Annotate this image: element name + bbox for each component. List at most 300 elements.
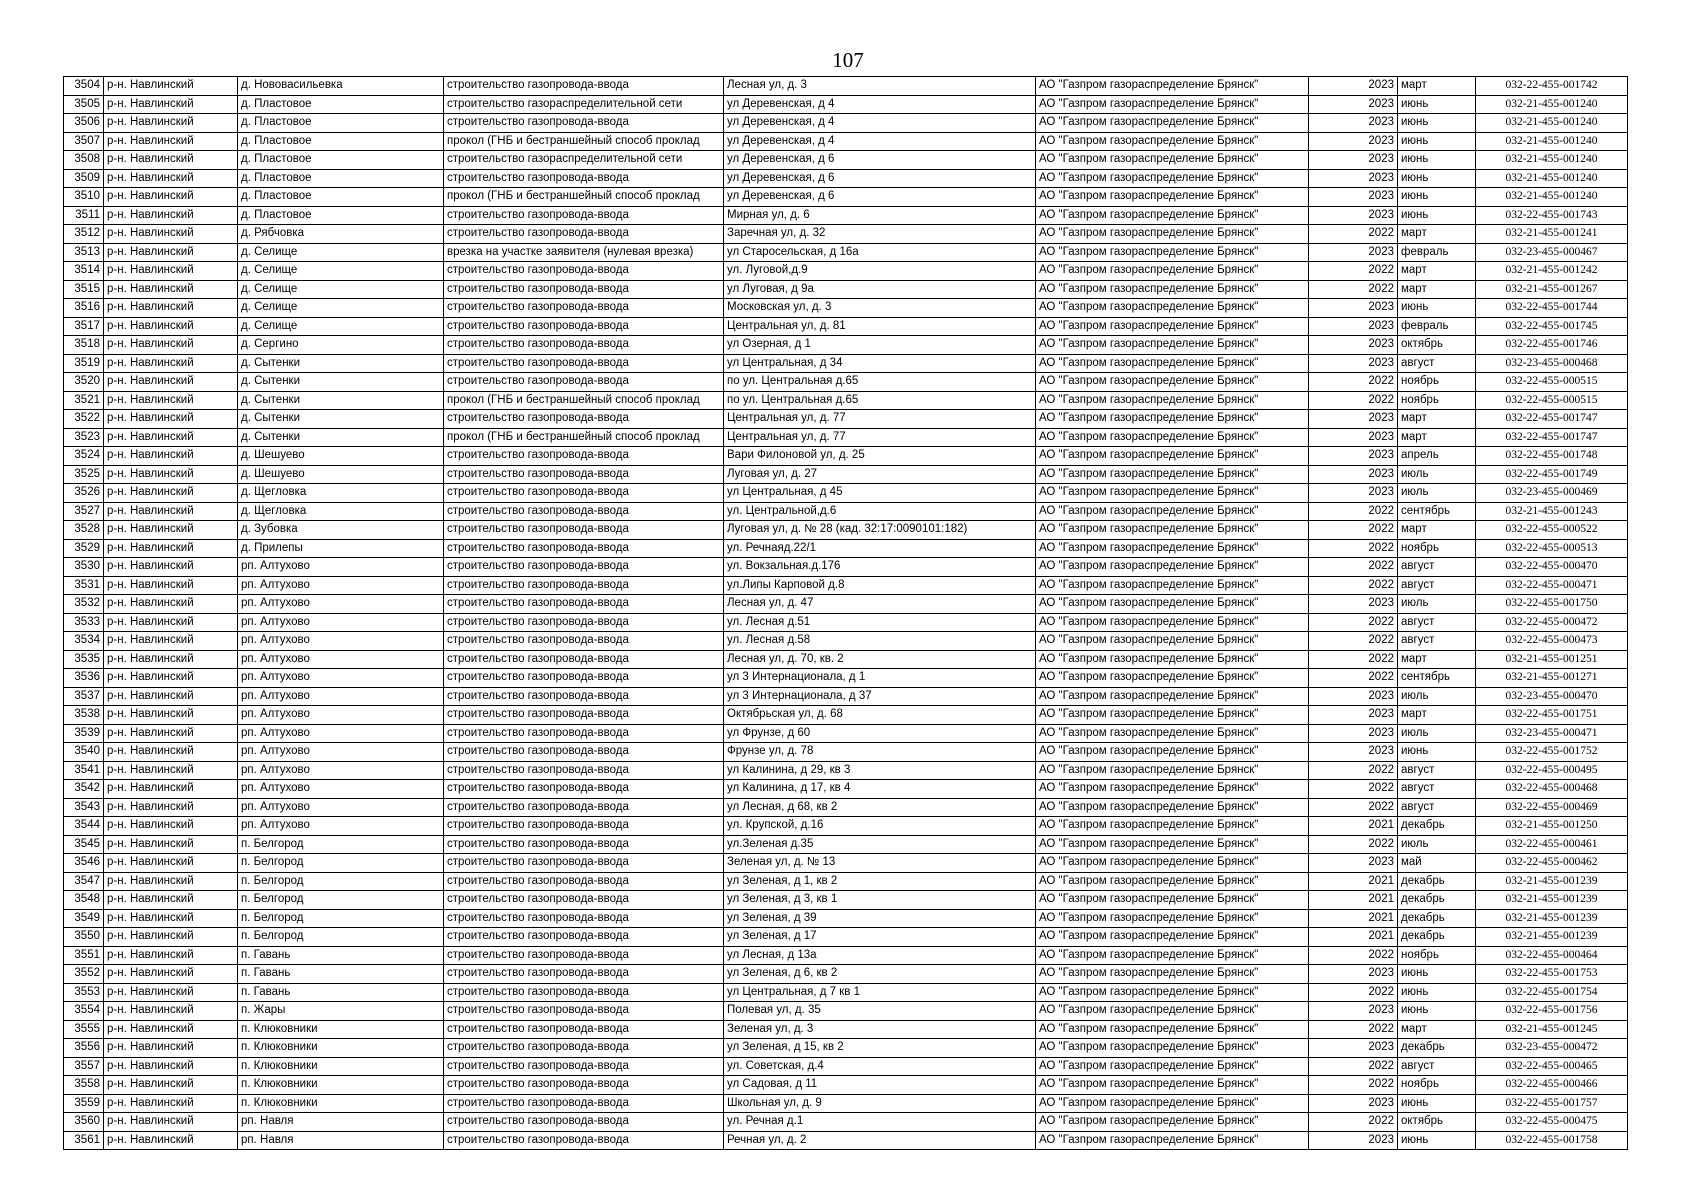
address-cell: Московская ул, д. 3 [724,299,1036,318]
year-cell: 2022 [1309,280,1398,299]
table-row [64,632,1628,651]
locality-cell: рп. Навля [238,1113,444,1132]
district-cell: р-н. Навлинский [104,706,238,725]
district-cell: р-н. Навлинский [104,595,238,614]
work-type-cell: строительство газопровода-ввода [444,77,724,96]
organization-cell: АО "Газпром газораспределение Брянск" [1036,206,1309,225]
district-cell: р-н. Навлинский [104,465,238,484]
program-code-cell: 032-22-455-001756 [1476,1002,1628,1021]
address-cell: ул Лесная, д 13а [724,946,1036,965]
organization-cell: АО "Газпром газораспределение Брянск" [1036,946,1309,965]
program-code-cell: 032-22-455-001757 [1476,1094,1628,1113]
row-number-cell: 3512 [64,225,104,244]
locality-cell: д. Селище [238,317,444,336]
program-code-cell: 032-22-455-001752 [1476,743,1628,762]
program-code-cell: 032-21-455-001240 [1476,169,1628,188]
address-cell: ул Калинина, д 29, кв 3 [724,761,1036,780]
locality-cell: рп. Алтухово [238,650,444,669]
district-cell: р-н. Навлинский [104,1002,238,1021]
work-type-cell: строительство газопровода-ввода [444,928,724,947]
work-type-cell: строительство газопровода-ввода [444,983,724,1002]
row-number-cell: 3523 [64,428,104,447]
row-number-cell: 3532 [64,595,104,614]
month-cell: август [1398,632,1476,651]
row-number-cell: 3544 [64,817,104,836]
address-cell: ул Садовая, д 11 [724,1076,1036,1095]
district-cell: р-н. Навлинский [104,854,238,873]
program-code-cell: 032-22-455-000468 [1476,780,1628,799]
organization-cell: АО "Газпром газораспределение Брянск" [1036,317,1309,336]
work-type-cell: строительство газопровода-ввода [444,613,724,632]
locality-cell: д. Селище [238,243,444,262]
year-cell: 2023 [1309,77,1398,96]
address-cell: Вари Филоновой ул, д. 25 [724,447,1036,466]
row-number-cell: 3542 [64,780,104,799]
district-cell: р-н. Навлинский [104,817,238,836]
table-row [64,650,1628,669]
organization-cell: АО "Газпром газораспределение Брянск" [1036,632,1309,651]
organization-cell: АО "Газпром газораспределение Брянск" [1036,687,1309,706]
organization-cell: АО "Газпром газораспределение Брянск" [1036,798,1309,817]
page-number: 107 [832,48,864,72]
year-cell: 2023 [1309,1131,1398,1150]
organization-cell: АО "Газпром газораспределение Брянск" [1036,484,1309,503]
district-cell: р-н. Навлинский [104,576,238,595]
year-cell: 2023 [1309,1002,1398,1021]
table-row [64,1057,1628,1076]
row-number-cell: 3541 [64,761,104,780]
address-cell: ул Лесная, д 68, кв 2 [724,798,1036,817]
year-cell: 2022 [1309,835,1398,854]
program-code-cell: 032-22-455-000470 [1476,558,1628,577]
row-number-cell: 3521 [64,391,104,410]
locality-cell: рп. Навля [238,1131,444,1150]
month-cell: март [1398,521,1476,540]
year-cell: 2022 [1309,613,1398,632]
row-number-cell: 3519 [64,354,104,373]
program-code-cell: 032-21-455-001240 [1476,188,1628,207]
district-cell: р-н. Навлинский [104,724,238,743]
organization-cell: АО "Газпром газораспределение Брянск" [1036,854,1309,873]
table-row [64,854,1628,873]
work-type-cell: строительство газопровода-ввода [444,410,724,429]
month-cell: декабрь [1398,909,1476,928]
address-cell: Мирная ул, д. 6 [724,206,1036,225]
address-cell: Зеленая ул, д. 3 [724,1020,1036,1039]
locality-cell: д. Прилепы [238,539,444,558]
table-row [64,872,1628,891]
work-type-cell: строительство газопровода-ввода [444,169,724,188]
organization-cell: АО "Газпром газораспределение Брянск" [1036,151,1309,170]
row-number-cell: 3553 [64,983,104,1002]
work-type-cell: строительство газопровода-ввода [444,373,724,392]
month-cell: июнь [1398,169,1476,188]
district-cell: р-н. Навлинский [104,169,238,188]
district-cell: р-н. Навлинский [104,891,238,910]
program-code-cell: 032-22-455-001750 [1476,595,1628,614]
program-code-cell: 032-22-455-000522 [1476,521,1628,540]
month-cell: июнь [1398,206,1476,225]
address-cell: ул. Лесная д.51 [724,613,1036,632]
year-cell: 2022 [1309,1113,1398,1132]
row-number-cell: 3513 [64,243,104,262]
work-type-cell: строительство газопровода-ввода [444,669,724,688]
organization-cell: АО "Газпром газораспределение Брянск" [1036,447,1309,466]
row-number-cell: 3537 [64,687,104,706]
work-type-cell: строительство газопровода-ввода [444,336,724,355]
year-cell: 2023 [1309,687,1398,706]
year-cell: 2023 [1309,169,1398,188]
locality-cell: д. Селище [238,280,444,299]
address-cell: Фрунзе ул, д. 78 [724,743,1036,762]
program-code-cell: 032-22-455-001745 [1476,317,1628,336]
district-cell: р-н. Навлинский [104,632,238,651]
table-row [64,743,1628,762]
locality-cell: п. Клюковники [238,1057,444,1076]
row-number-cell: 3508 [64,151,104,170]
organization-cell: АО "Газпром газораспределение Брянск" [1036,188,1309,207]
organization-cell: АО "Газпром газораспределение Брянск" [1036,428,1309,447]
work-type-cell: строительство газопровода-ввода [444,576,724,595]
address-cell: Центральная ул, д. 77 [724,410,1036,429]
organization-cell: АО "Газпром газораспределение Брянск" [1036,724,1309,743]
month-cell: март [1398,410,1476,429]
program-code-cell: 032-22-455-000495 [1476,761,1628,780]
row-number-cell: 3557 [64,1057,104,1076]
year-cell: 2022 [1309,946,1398,965]
program-code-cell: 032-22-455-000465 [1476,1057,1628,1076]
row-number-cell: 3522 [64,410,104,429]
month-cell: август [1398,761,1476,780]
year-cell: 2023 [1309,724,1398,743]
row-number-cell: 3525 [64,465,104,484]
address-cell: ул Луговая, д 9а [724,280,1036,299]
year-cell: 2023 [1309,188,1398,207]
district-cell: р-н. Навлинский [104,1131,238,1150]
address-cell: Луговая ул, д. № 28 (кад. 32:17:0090101:182) [724,521,1036,540]
year-cell: 2023 [1309,206,1398,225]
table-row [64,373,1628,392]
month-cell: декабрь [1398,891,1476,910]
program-code-cell: 032-21-455-001239 [1476,909,1628,928]
district-cell: р-н. Навлинский [104,780,238,799]
district-cell: р-н. Навлинский [104,669,238,688]
address-cell: ул. Вокзальная.д.176 [724,558,1036,577]
program-code-cell: 032-22-455-000461 [1476,835,1628,854]
gasification-registry-table [63,76,1628,1150]
table-row [64,817,1628,836]
month-cell: май [1398,854,1476,873]
program-code-cell: 032-21-455-001243 [1476,502,1628,521]
district-cell: р-н. Навлинский [104,872,238,891]
organization-cell: АО "Газпром газораспределение Брянск" [1036,77,1309,96]
month-cell: июль [1398,484,1476,503]
row-number-cell: 3548 [64,891,104,910]
row-number-cell: 3554 [64,1002,104,1021]
table-row [64,1076,1628,1095]
year-cell: 2023 [1309,151,1398,170]
table-row [64,558,1628,577]
work-type-cell: строительство газопровода-ввода [444,521,724,540]
locality-cell: п. Клюковники [238,1094,444,1113]
table-row [64,965,1628,984]
year-cell: 2023 [1309,447,1398,466]
locality-cell: рп. Алтухово [238,706,444,725]
address-cell: ул Деревенская, д 4 [724,95,1036,114]
table-row [64,1020,1628,1039]
work-type-cell: строительство газопровода-ввода [444,558,724,577]
month-cell: декабрь [1398,928,1476,947]
row-number-cell: 3550 [64,928,104,947]
work-type-cell: строительство газопровода-ввода [444,1002,724,1021]
organization-cell: АО "Газпром газораспределение Брянск" [1036,1039,1309,1058]
work-type-cell: строительство газопровода-ввода [444,1076,724,1095]
locality-cell: д. Пластовое [238,151,444,170]
address-cell: ул.Липы Карповой д.8 [724,576,1036,595]
row-number-cell: 3530 [64,558,104,577]
district-cell: р-н. Навлинский [104,410,238,429]
locality-cell: д. Пластовое [238,169,444,188]
address-cell: по ул. Центральная д.65 [724,373,1036,392]
year-cell: 2021 [1309,928,1398,947]
month-cell: февраль [1398,317,1476,336]
organization-cell: АО "Газпром газораспределение Брянск" [1036,1094,1309,1113]
year-cell: 2022 [1309,1076,1398,1095]
program-code-cell: 032-21-455-001240 [1476,114,1628,133]
year-cell: 2023 [1309,484,1398,503]
program-code-cell: 032-22-455-001743 [1476,206,1628,225]
district-cell: р-н. Навлинский [104,613,238,632]
address-cell: ул Фрунзе, д 60 [724,724,1036,743]
table-row [64,669,1628,688]
district-cell: р-н. Навлинский [104,354,238,373]
month-cell: июнь [1398,1002,1476,1021]
month-cell: июль [1398,835,1476,854]
organization-cell: АО "Газпром газораспределение Брянск" [1036,1113,1309,1132]
month-cell: март [1398,280,1476,299]
program-code-cell: 032-22-455-000475 [1476,1113,1628,1132]
work-type-cell: строительство газопровода-ввода [444,965,724,984]
month-cell: июнь [1398,188,1476,207]
row-number-cell: 3558 [64,1076,104,1095]
work-type-cell: строительство газопровода-ввода [444,946,724,965]
work-type-cell: строительство газопровода-ввода [444,206,724,225]
district-cell: р-н. Навлинский [104,447,238,466]
locality-cell: д. Пластовое [238,95,444,114]
year-cell: 2023 [1309,243,1398,262]
district-cell: р-н. Навлинский [104,1020,238,1039]
table-row [64,1131,1628,1150]
locality-cell: п. Клюковники [238,1020,444,1039]
organization-cell: АО "Газпром газораспределение Брянск" [1036,169,1309,188]
program-code-cell: 032-22-455-000515 [1476,373,1628,392]
month-cell: июнь [1398,151,1476,170]
organization-cell: АО "Газпром газораспределение Брянск" [1036,743,1309,762]
row-number-cell: 3531 [64,576,104,595]
program-code-cell: 032-22-455-001747 [1476,410,1628,429]
work-type-cell: строительство газопровода-ввода [444,909,724,928]
table-row [64,761,1628,780]
year-cell: 2022 [1309,502,1398,521]
year-cell: 2021 [1309,891,1398,910]
row-number-cell: 3551 [64,946,104,965]
locality-cell: п. Гавань [238,946,444,965]
year-cell: 2023 [1309,595,1398,614]
locality-cell: рп. Алтухово [238,669,444,688]
work-type-cell: строительство газопровода-ввода [444,225,724,244]
program-code-cell: 032-22-455-001747 [1476,428,1628,447]
district-cell: р-н. Навлинский [104,206,238,225]
organization-cell: АО "Газпром газораспределение Брянск" [1036,280,1309,299]
month-cell: декабрь [1398,1039,1476,1058]
month-cell: июнь [1398,965,1476,984]
program-code-cell: 032-22-455-000513 [1476,539,1628,558]
month-cell: август [1398,613,1476,632]
program-code-cell: 032-22-455-001754 [1476,983,1628,1002]
program-code-cell: 032-21-455-001240 [1476,132,1628,151]
table-row [64,243,1628,262]
locality-cell: д. Рябчовка [238,225,444,244]
organization-cell: АО "Газпром газораспределение Брянск" [1036,817,1309,836]
month-cell: август [1398,354,1476,373]
locality-cell: рп. Алтухово [238,817,444,836]
program-code-cell: 032-21-455-001251 [1476,650,1628,669]
row-number-cell: 3538 [64,706,104,725]
address-cell: ул Зеленая, д 3, кв 1 [724,891,1036,910]
address-cell: Полевая ул, д. 35 [724,1002,1036,1021]
row-number-cell: 3514 [64,262,104,281]
month-cell: декабрь [1398,872,1476,891]
organization-cell: АО "Газпром газораспределение Брянск" [1036,114,1309,133]
row-number-cell: 3518 [64,336,104,355]
month-cell: март [1398,428,1476,447]
address-cell: ул Зеленая, д 6, кв 2 [724,965,1036,984]
table-row [64,391,1628,410]
row-number-cell: 3561 [64,1131,104,1150]
year-cell: 2022 [1309,373,1398,392]
month-cell: ноябрь [1398,946,1476,965]
organization-cell: АО "Газпром газораспределение Брянск" [1036,891,1309,910]
month-cell: ноябрь [1398,373,1476,392]
locality-cell: п. Белгород [238,835,444,854]
month-cell: июнь [1398,1094,1476,1113]
district-cell: р-н. Навлинский [104,761,238,780]
organization-cell: АО "Газпром газораспределение Брянск" [1036,225,1309,244]
table-row [64,798,1628,817]
locality-cell: п. Жары [238,1002,444,1021]
work-type-cell: строительство газопровода-ввода [444,891,724,910]
organization-cell: АО "Газпром газораспределение Брянск" [1036,1020,1309,1039]
month-cell: ноябрь [1398,391,1476,410]
program-code-cell: 032-21-455-001239 [1476,891,1628,910]
locality-cell: п. Клюковники [238,1039,444,1058]
address-cell: ул Центральная, д 45 [724,484,1036,503]
month-cell: февраль [1398,243,1476,262]
work-type-cell: прокол (ГНБ и бестраншейный способ проклад [444,391,724,410]
month-cell: август [1398,798,1476,817]
month-cell: июнь [1398,983,1476,1002]
month-cell: июль [1398,687,1476,706]
work-type-cell: строительство газопровода-ввода [444,817,724,836]
locality-cell: рп. Алтухово [238,743,444,762]
program-code-cell: 032-22-455-000466 [1476,1076,1628,1095]
locality-cell: д. Сытенки [238,354,444,373]
locality-cell: д. Сергино [238,336,444,355]
month-cell: сентябрь [1398,502,1476,521]
year-cell: 2022 [1309,539,1398,558]
locality-cell: рп. Алтухово [238,780,444,799]
work-type-cell: строительство газопровода-ввода [444,262,724,281]
row-number-cell: 3507 [64,132,104,151]
address-cell: ул Старосельская, д 16а [724,243,1036,262]
program-code-cell: 032-22-455-001742 [1476,77,1628,96]
row-number-cell: 3539 [64,724,104,743]
program-code-cell: 032-23-455-000472 [1476,1039,1628,1058]
row-number-cell: 3515 [64,280,104,299]
row-number-cell: 3527 [64,502,104,521]
locality-cell: п. Белгород [238,909,444,928]
address-cell: ул Калинина, д 17, кв 4 [724,780,1036,799]
district-cell: р-н. Навлинский [104,1057,238,1076]
table-row [64,262,1628,281]
district-cell: р-н. Навлинский [104,1039,238,1058]
address-cell: ул Деревенская, д 6 [724,188,1036,207]
district-cell: р-н. Навлинский [104,835,238,854]
district-cell: р-н. Навлинский [104,151,238,170]
work-type-cell: строительство газопровода-ввода [444,724,724,743]
year-cell: 2022 [1309,262,1398,281]
locality-cell: д. Пластовое [238,114,444,133]
year-cell: 2023 [1309,354,1398,373]
locality-cell: п. Клюковники [238,1076,444,1095]
organization-cell: АО "Газпром газораспределение Брянск" [1036,391,1309,410]
program-code-cell: 032-21-455-001250 [1476,817,1628,836]
address-cell: ул. Речнаяд.22/1 [724,539,1036,558]
month-cell: март [1398,706,1476,725]
district-cell: р-н. Навлинский [104,558,238,577]
work-type-cell: строительство газопровода-ввода [444,447,724,466]
year-cell: 2023 [1309,465,1398,484]
row-number-cell: 3524 [64,447,104,466]
address-cell: ул Зеленая, д 1, кв 2 [724,872,1036,891]
table-row [64,465,1628,484]
row-number-cell: 3509 [64,169,104,188]
table-row [64,354,1628,373]
address-cell: ул Зеленая, д 39 [724,909,1036,928]
year-cell: 2023 [1309,428,1398,447]
locality-cell: д. Шешуево [238,465,444,484]
month-cell: ноябрь [1398,539,1476,558]
organization-cell: АО "Газпром газораспределение Брянск" [1036,928,1309,947]
table-row [64,132,1628,151]
work-type-cell: врезка на участке заявителя (нулевая врезка) [444,243,724,262]
year-cell: 2023 [1309,854,1398,873]
locality-cell: рп. Алтухово [238,576,444,595]
district-cell: р-н. Навлинский [104,946,238,965]
work-type-cell: строительство газопровода-ввода [444,743,724,762]
work-type-cell: строительство газопровода-ввода [444,761,724,780]
program-code-cell: 032-22-455-001744 [1476,299,1628,318]
work-type-cell: строительство газопровода-ввода [444,465,724,484]
row-number-cell: 3520 [64,373,104,392]
locality-cell: д. Сытенки [238,373,444,392]
address-cell: ул 3 Интернационала, д 37 [724,687,1036,706]
month-cell: март [1398,225,1476,244]
district-cell: р-н. Навлинский [104,336,238,355]
work-type-cell: строительство газопровода-ввода [444,835,724,854]
row-number-cell: 3505 [64,95,104,114]
district-cell: р-н. Навлинский [104,1076,238,1095]
